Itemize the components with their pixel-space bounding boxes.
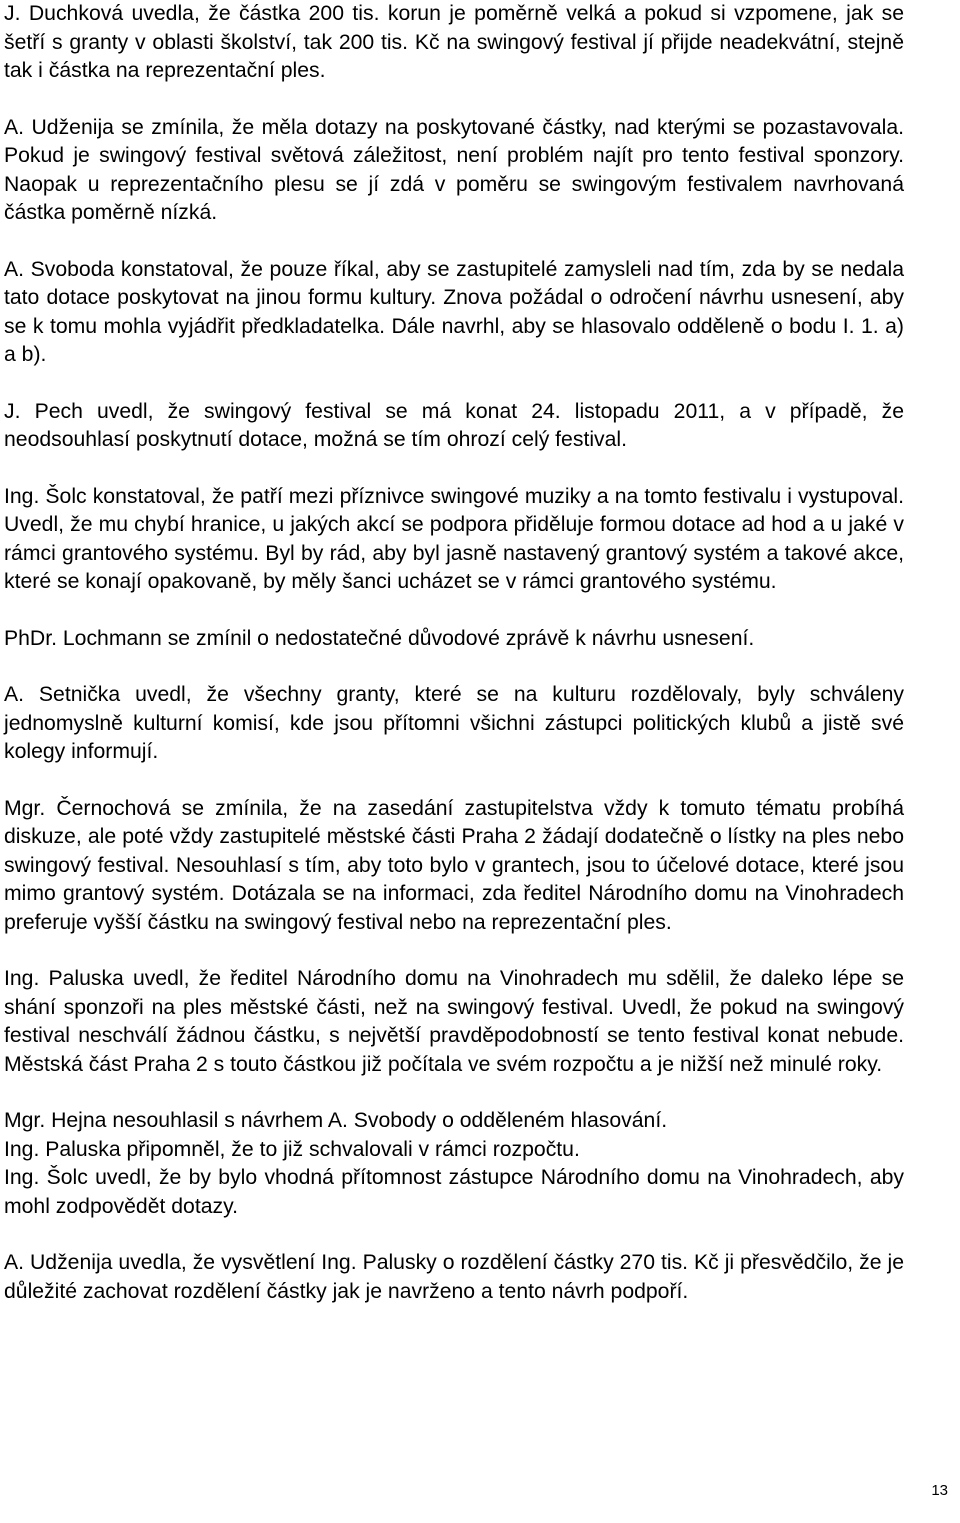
paragraph-svoboda: A. Svoboda konstatoval, že pouze říkal, aby se zastupitelé zamysleli nad tím, zda by se nedala tato dotace poskytovat na jinou formu kultury. Znova požádal o odročení návrhu usnesení, aby se k tomu mohla vyjádřit předkladatelka. Dále navrhl, aby se hlasovalo odděleně o bodu I. 1. a) a b). [4, 257, 904, 366]
paragraph-lochmann: PhDr. Lochmann se zmínil o nedostatečné důvodové zprávě k návrhu usnesení. [4, 626, 755, 650]
paragraph-cernochova: Mgr. Černochová se zmínila, že na zasedání zastupitelstva vždy k tomuto tématu probíhá diskuze, ale poté vždy zastupitelé městské části Praha 2 žádají dodatečně o lístky na ples nebo swingový festival. Nesouhlasí s tím, aby toto bylo v grantech, jsou to účelové dotace, které jsou mimo grantový systém. Dotázala se na informaci, zda ředitel Národního domu na Vinohradech preferuje vyšší částku na swingový festival nebo na reprezentační ples. [4, 796, 904, 934]
paragraph-solc-2: Ing. Šolc uvedl, že by bylo vhodná přítomnost zástupce Národního domu na Vinohradech, aby mohl zodpovědět dotazy. [4, 1166, 904, 1218]
page-number: 13 [931, 1482, 948, 1499]
paragraph-paluska-2: Ing. Paluska připomněl, že to již schvalovali v rámci rozpočtu. [4, 1137, 580, 1161]
paragraph-hejna: Mgr. Hejna nesouhlasil s návrhem A. Svobody o odděleném hlasování. [4, 1109, 668, 1132]
paragraph-udzenija-2: A. Udženija uvedla, že vysvětlení Ing. Palusky o rozdělení částky 270 tis. Kč ji přesvědčilo, že je důležité zachovat rozdělení částky jak je navrženo a tento návrh podpoří. [4, 1251, 904, 1303]
paragraph-setnicka: A. Setnička uvedl, že všechny granty, které se na kulturu rozdělovaly, byly schváleny jednomyslně kulturní komisí, kde jsou přítomni všichni zástupci politických klubů a jistě své kolegy informují. [4, 683, 904, 763]
paragraph-udzenija-1: A. Udženija se zmínila, že měla dotazy na poskytované částky, nad kterými se pozastavovala. Pokud je swingový festival světová záležitost, není problém najít pro tento festival sponzory. Naopak u reprezentačního plesu se jí zdá v poměru se swingovým festivalem navrhovaná částka poměrně nízká. [4, 115, 904, 224]
paragraph-pech: J. Pech uvedl, že swingový festival se má konat 24. listopadu 2011, a v případě, že neodsouhlasí poskytnutí dotace, možná se tím ohrozí celý festival. [4, 399, 904, 451]
paragraph-paluska-1: Ing. Paluska uvedl, že ředitel Národního domu na Vinohradech mu sdělil, že daleko lépe se shání sponzoři na ples městské části, než na swingový festival. Uvedl, že pokud na swingový festival neschválí žádnou částku, s největší pravděpodobností se tento festival konat nebude. Městská část Praha 2 s touto částkou již počítala ve svém rozpočtu a je nižší než minulé roky. [4, 967, 904, 1076]
paragraph-solc-1: Ing. Šolc konstatoval, že patří mezi příznivce swingové muziky a na tomto festivalu i vystupoval. Uvedl, že mu chybí hranice, u jakých akcí se podpora přiděluje formou dotace ad hod a u jaké v rámci grantového systému. Byl by rád, aby byl jasně nastavený grantový systém a takové akce, které se konají opakovaně, by měly šanci ucházet se v rámci grantového systému. [4, 484, 904, 593]
paragraph-duchkova: J. Duchková uvedla, že částka 200 tis. korun je poměrně velká a pokud si vzpomene, jak se šetří s granty v oblasti školství, tak 200 tis. Kč na swingový festival jí přijde neadekvátní, stejně tak i částka na reprezentační ples. [4, 2, 904, 82]
document-page [4, 0, 904, 1306]
